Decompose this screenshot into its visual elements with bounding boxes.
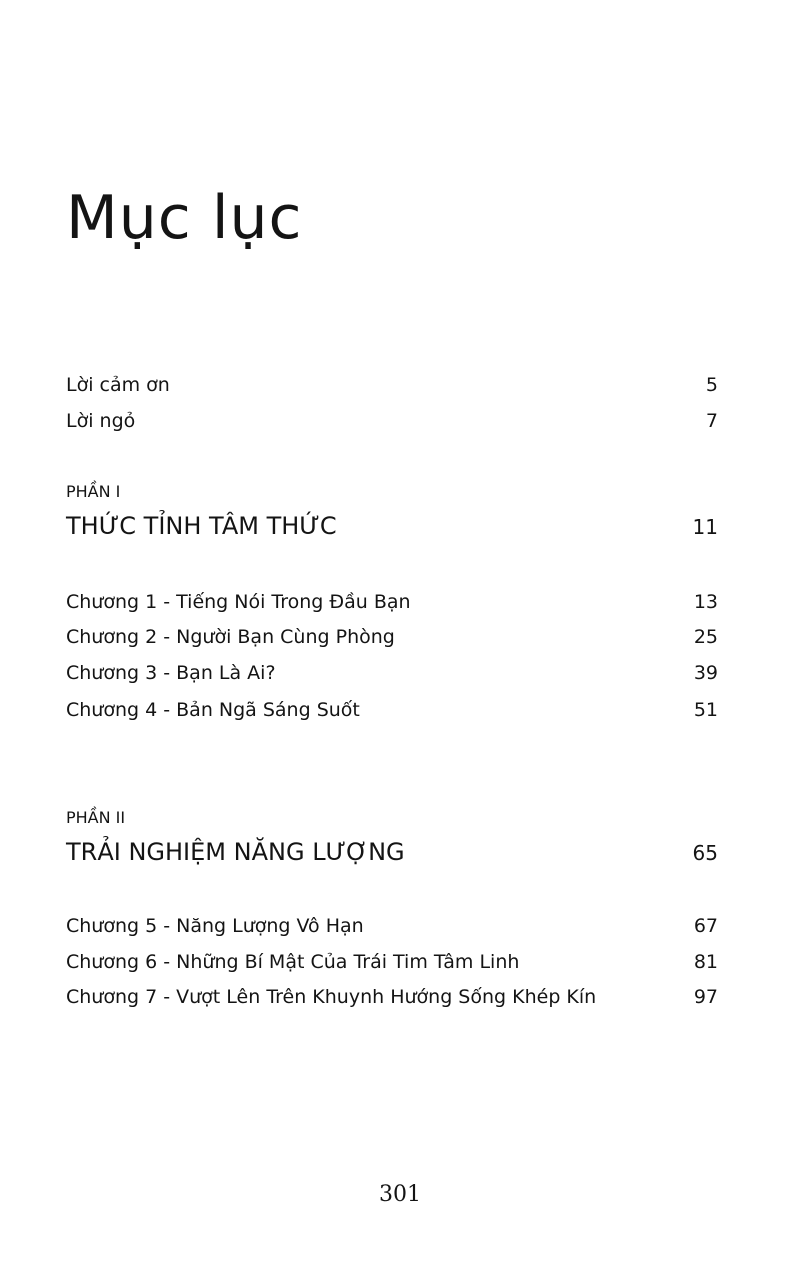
toc-part-heading[interactable] <box>66 514 718 538</box>
toc-entry-label: Chương 4 - Bản Ngã Sáng Suốt <box>66 699 360 721</box>
toc-entry-page: 25 <box>693 626 718 648</box>
page-title: Mục lục <box>66 183 303 253</box>
toc-entry-chapter[interactable] <box>66 701 718 720</box>
toc-entry-label: Chương 3 - Bạn Là Ai? <box>66 662 276 684</box>
toc-entry-label: Chương 5 - Năng Lượng Vô Hạn <box>66 915 364 937</box>
toc-entry-chapter[interactable] <box>66 664 718 683</box>
part-label: PHẦN II <box>66 808 126 827</box>
toc-entry-chapter[interactable] <box>66 953 718 972</box>
part-label: PHẦN I <box>66 482 121 501</box>
toc-entry-page: 11 <box>692 515 718 539</box>
toc-entry-label: Lời cảm ơn <box>66 374 170 396</box>
toc-entry-preface[interactable] <box>66 412 718 431</box>
toc-entry-page: 65 <box>692 841 718 865</box>
toc-entry-page: 39 <box>693 662 718 684</box>
toc-entry-page: 81 <box>693 951 718 973</box>
toc-entry-page: 67 <box>693 915 718 937</box>
toc-entry-page: 97 <box>693 986 718 1008</box>
toc-entry-page: 5 <box>705 374 718 396</box>
toc-entry-page: 51 <box>693 699 718 721</box>
toc-entry-page: 13 <box>693 591 718 613</box>
toc-entry-label: Chương 6 - Những Bí Mật Của Trái Tim Tâm Linh <box>66 951 520 973</box>
toc-entry-label: Chương 7 - Vượt Lên Trên Khuynh Hướng Sống Khép Kín <box>66 986 597 1008</box>
toc-part-heading[interactable] <box>66 840 718 864</box>
toc-entry-chapter[interactable] <box>66 988 718 1007</box>
toc-entry-acknowledgements[interactable] <box>66 376 718 395</box>
toc-entry-label: Chương 1 - Tiếng Nói Trong Đầu Bạn <box>66 591 411 613</box>
toc-entry-label: Chương 2 - Người Bạn Cùng Phòng <box>66 626 395 648</box>
toc-entry-page: 7 <box>705 410 718 432</box>
toc-entry-label: Lời ngỏ <box>66 410 136 432</box>
toc-entry-chapter[interactable] <box>66 593 718 612</box>
part-title: TRẢI NGHIỆM NĂNG LƯỢNG <box>66 838 405 866</box>
page-number: 301 <box>379 1182 421 1207</box>
toc-entry-chapter[interactable] <box>66 628 718 647</box>
part-title: THỨC TỈNH TÂM THỨC <box>66 512 337 540</box>
toc-entry-chapter[interactable] <box>66 917 718 936</box>
